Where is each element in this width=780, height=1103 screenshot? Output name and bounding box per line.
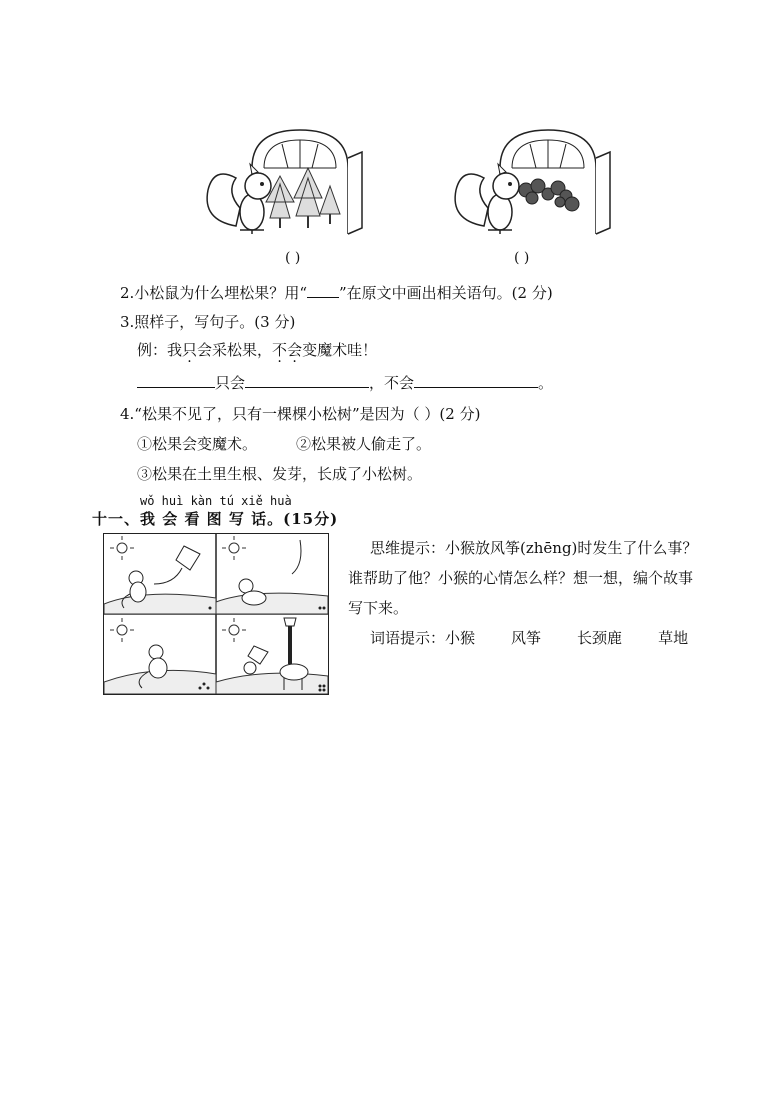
section-11-pinyin: wǒ huì kàn tú xiě huà — [140, 494, 292, 508]
question-2-underline-sample — [307, 283, 339, 298]
question-3-fill-line — [137, 373, 553, 392]
squirrel-window-illustration-right — [448, 128, 618, 236]
comic-panel-4 — [216, 618, 328, 694]
fill-end-text: 。 — [538, 374, 554, 392]
example-suffix: 变魔术哇！ — [302, 341, 378, 359]
word-hints-label: 词语提示： — [370, 629, 446, 647]
comic-panel-1 — [104, 536, 216, 614]
question-4-option-3[interactable]: ③松果在土里生根、发芽，长成了小松树。 — [137, 465, 423, 483]
squirrel-window-illustration-left — [200, 128, 370, 236]
question-2 — [120, 283, 553, 302]
fill-mid-text-2: ，不会 — [369, 374, 415, 392]
question-2-suffix: ”在原文中画出相关语句。(2 分) — [338, 284, 553, 302]
hint-line-1: 思维提示：小猴放风筝(zhēng)时发生了什么事？ — [370, 539, 698, 557]
example-mid: 会采松果， — [197, 341, 273, 359]
example-emphasis-1: 只 — [182, 341, 198, 359]
question-4-option-2[interactable]: ②松果被人偷走了。 — [296, 435, 432, 453]
hint-line-3: 写下来。 — [348, 599, 409, 617]
question-3-example — [137, 341, 377, 359]
monkey-kite-comic — [103, 533, 329, 695]
example-prefix: 例：我 — [137, 341, 183, 359]
right-answer-paren[interactable]: ( ) — [514, 250, 530, 266]
fill-blank-2[interactable] — [245, 373, 369, 388]
fill-blank-3[interactable] — [414, 373, 538, 388]
word-hint-4: 草地 — [658, 629, 689, 647]
word-hints — [370, 629, 724, 647]
example-emphasis-2: 不 — [272, 341, 288, 359]
left-answer-paren[interactable]: ( ) — [285, 250, 301, 266]
question-3-title: 3.照样子，写句子。(3 分) — [120, 313, 296, 331]
question-2-prefix: 2.小松鼠为什么埋松果？用“ — [120, 284, 307, 302]
word-hint-3: 长颈鹿 — [577, 629, 623, 647]
hint-line-2: 谁帮助了他？小猴的心情怎么样？想一想，编个故事 — [348, 569, 694, 587]
example-emphasis-3: 会 — [287, 341, 303, 359]
fill-blank-1[interactable] — [137, 373, 215, 388]
word-hint-2: 风筝 — [511, 629, 542, 647]
comic-panel-3 — [104, 618, 216, 694]
word-hint-1: 小猴 — [445, 629, 476, 647]
section-11-heading: 十一、我 会 看 图 写 话。(15分) — [92, 510, 339, 528]
fill-mid-text: 只会 — [215, 374, 246, 392]
question-4-title: 4.“松果不见了，只有一棵棵小松树”是因为（ ）(2 分) — [120, 405, 481, 423]
comic-panel-2 — [216, 536, 328, 614]
question-4-option-1[interactable]: ①松果会变魔术。 — [137, 435, 258, 453]
